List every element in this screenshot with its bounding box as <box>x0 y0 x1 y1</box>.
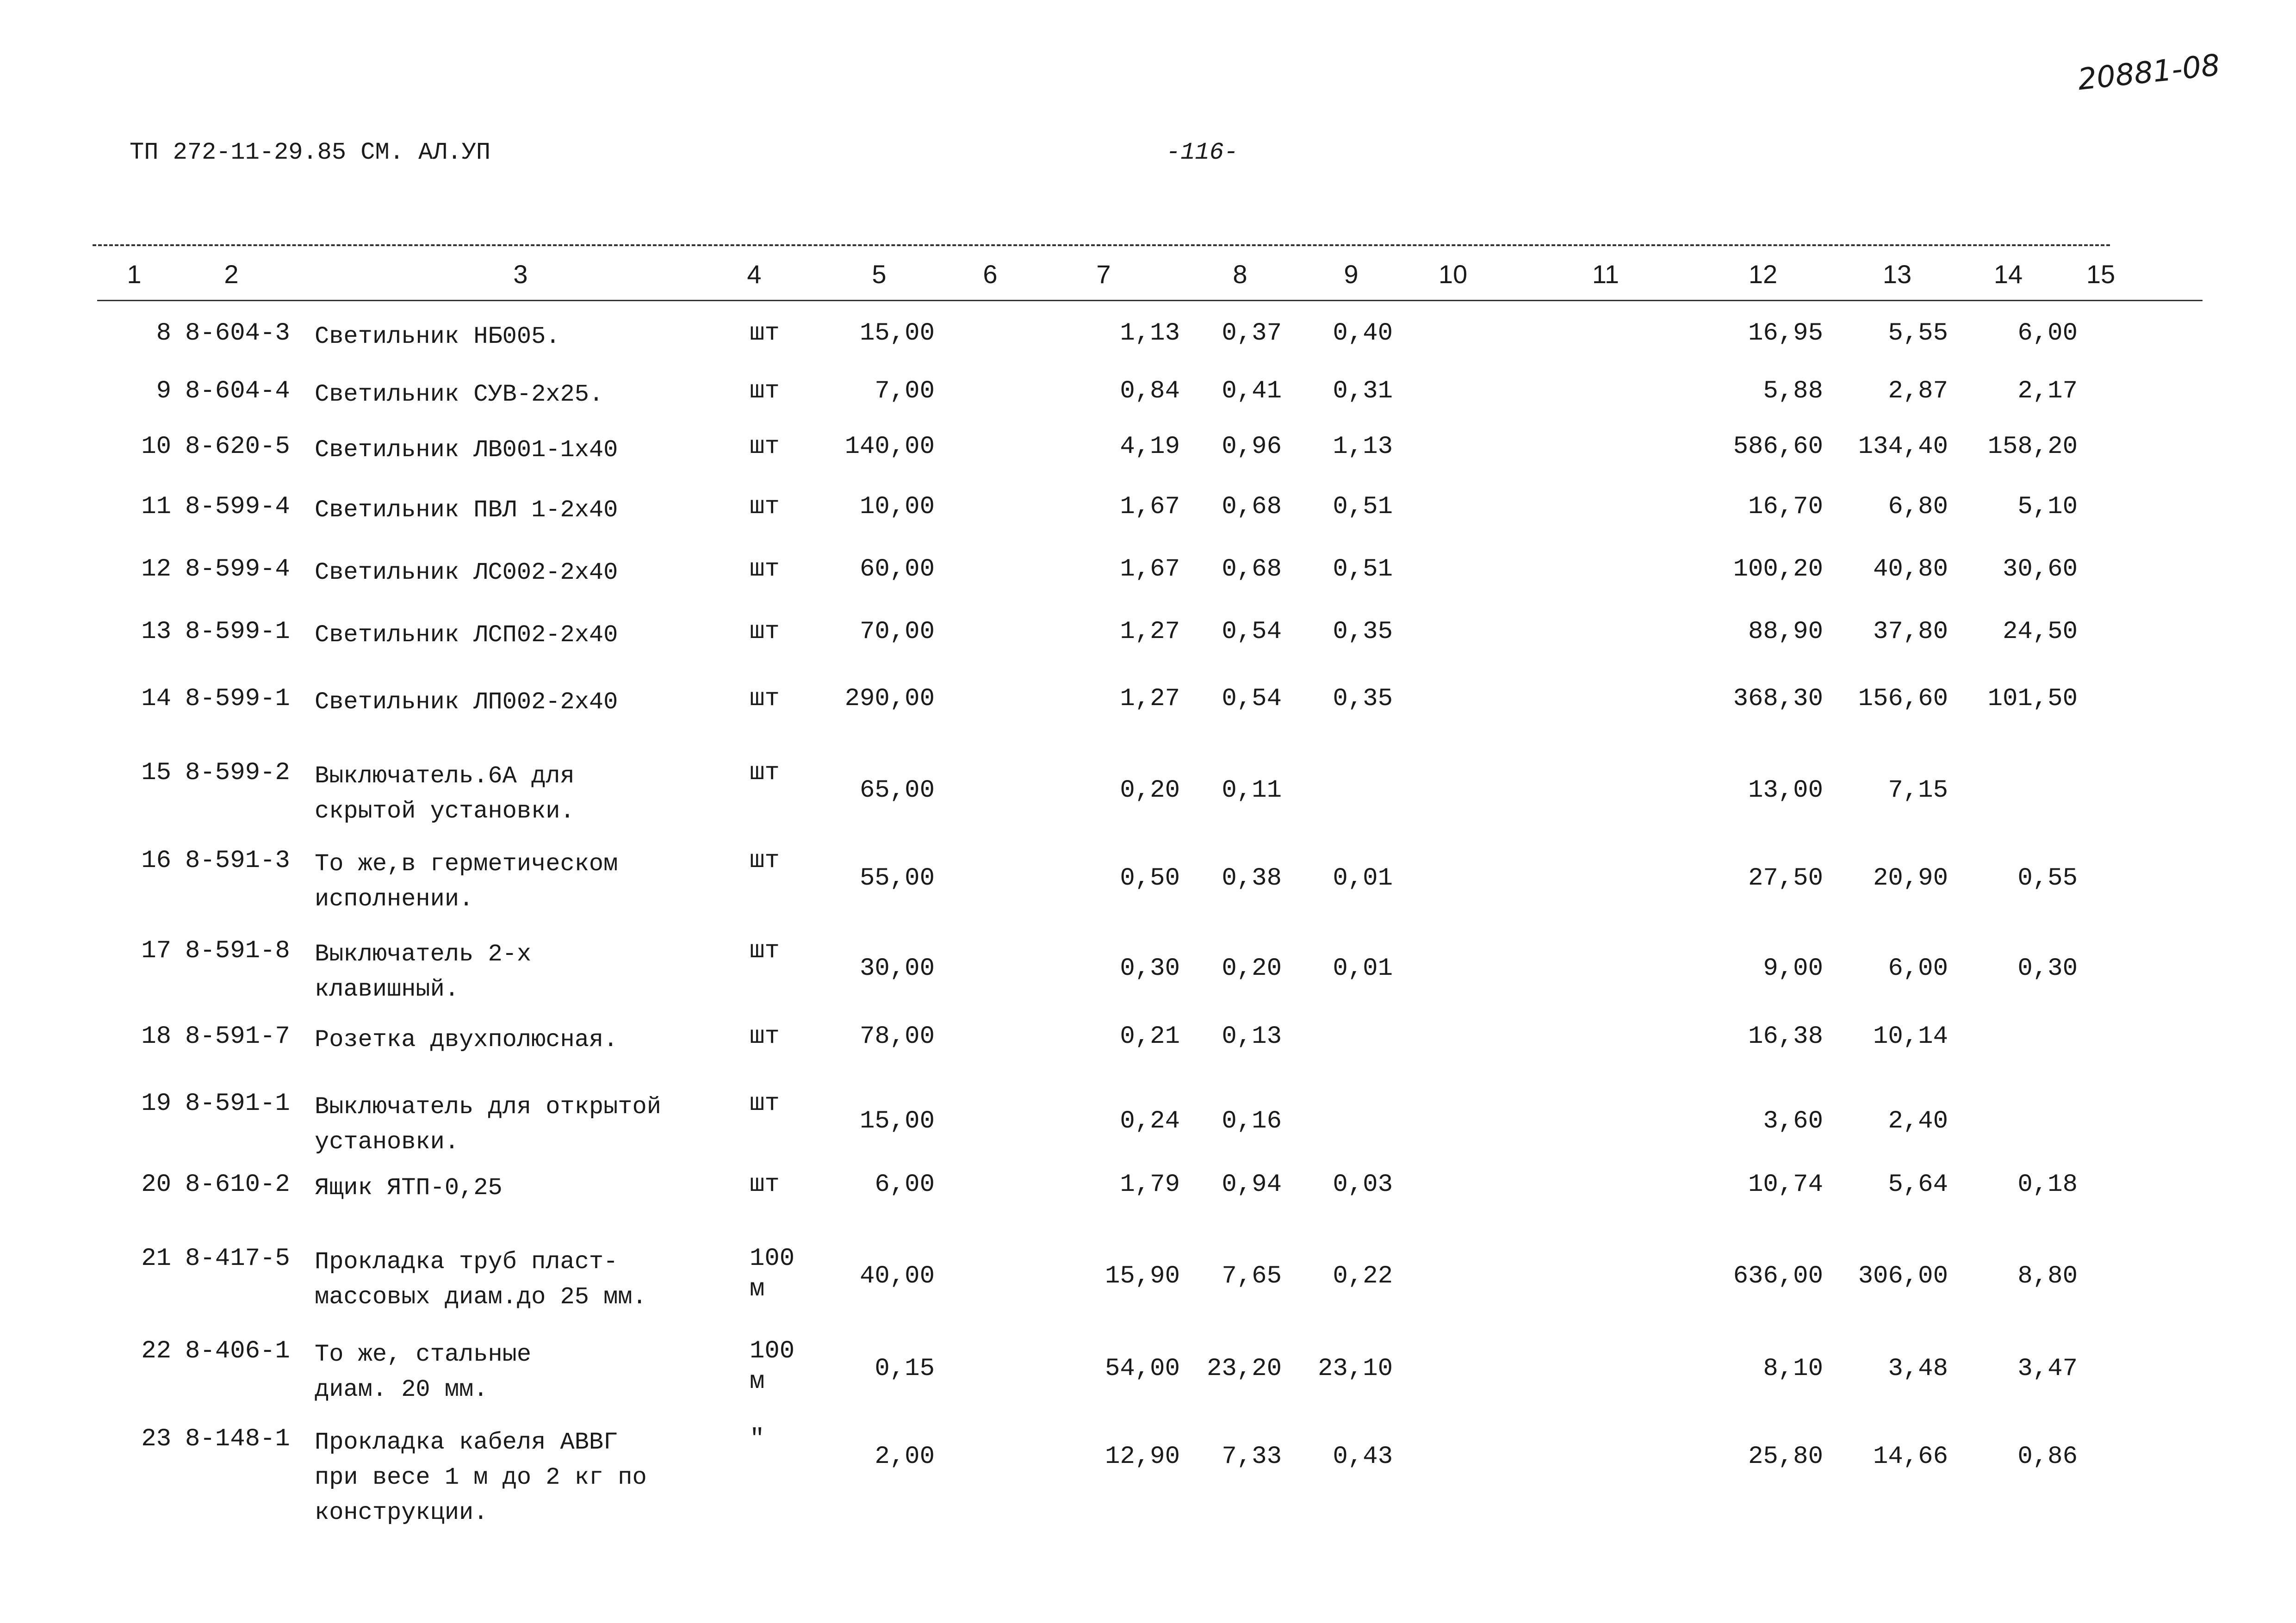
quantity: 7,00 <box>875 377 935 405</box>
col-8-value: 0,68 <box>1222 555 1282 583</box>
top-rule <box>93 244 2110 246</box>
row-number: 10 <box>141 433 171 461</box>
column-header-7: 7 <box>1096 260 1111 289</box>
quantity: 0,15 <box>875 1355 935 1383</box>
col-13-value: 134,40 <box>1858 433 1948 461</box>
col-14-value: 6,00 <box>2017 319 2078 347</box>
col-12-value: 3,60 <box>1763 1107 1823 1135</box>
quantity: 6,00 <box>875 1171 935 1199</box>
col-13-value: 5,55 <box>1888 319 1948 347</box>
unit: шт <box>750 433 780 461</box>
column-header-5: 5 <box>872 260 887 289</box>
item-description: Выключатель.6А для <box>315 762 575 790</box>
norm-code: 8-599-1 <box>185 618 290 646</box>
norm-code: 8-148-1 <box>185 1425 290 1453</box>
col-14-value: 3,47 <box>2017 1355 2078 1383</box>
row-number: 13 <box>141 618 171 646</box>
col-14-value: 0,30 <box>2017 954 2078 983</box>
col-7-value: 0,24 <box>1120 1107 1180 1135</box>
col-12-value: 8,10 <box>1763 1355 1823 1383</box>
row-number: 17 <box>141 937 171 965</box>
norm-code: 8-591-3 <box>185 847 290 875</box>
unit: шт <box>750 1090 780 1118</box>
column-header-11: 11 <box>1592 260 1620 289</box>
item-description: То же, стальные <box>315 1341 532 1368</box>
col-8-value: 0,54 <box>1222 685 1282 713</box>
document-code: ТП 272-11-29.85 СМ. АЛ.УП <box>130 139 491 166</box>
col-12-value: 88,90 <box>1748 618 1823 646</box>
col-7-value: 1,27 <box>1120 685 1180 713</box>
col-14-value: 2,17 <box>2017 377 2078 405</box>
norm-code: 8-599-2 <box>185 759 290 787</box>
col-12-value: 16,38 <box>1748 1022 1823 1051</box>
col-12-value: 100,20 <box>1733 555 1823 583</box>
col-12-value: 16,70 <box>1748 493 1823 521</box>
norm-code: 8-599-4 <box>185 493 290 521</box>
col-14-value: 24,50 <box>2002 618 2078 646</box>
item-description: Прокладка кабеля АВВГ <box>315 1429 618 1456</box>
column-header-6: 6 <box>983 260 998 289</box>
item-description: диам. 20 мм. <box>315 1376 488 1403</box>
col-12-value: 5,88 <box>1763 377 1823 405</box>
col-14-value: 0,18 <box>2017 1171 2078 1199</box>
col-9-value: 0,51 <box>1333 493 1393 521</box>
col-7-value: 0,30 <box>1120 954 1180 983</box>
archive-number: 20881-08 <box>2076 48 2222 97</box>
unit: 100 <box>750 1337 795 1365</box>
norm-code: 8-591-1 <box>185 1090 290 1118</box>
quantity: 55,00 <box>859 864 935 892</box>
column-header-8: 8 <box>1233 260 1247 289</box>
col-9-value: 0,35 <box>1333 685 1393 713</box>
norm-code: 8-610-2 <box>185 1171 290 1199</box>
item-description: скрытой установки. <box>315 798 575 825</box>
unit: шт <box>750 377 780 405</box>
item-description: конструкции. <box>315 1499 488 1526</box>
item-description: Выключатель 2-х <box>315 941 532 968</box>
quantity: 70,00 <box>859 618 935 646</box>
col-9-value: 0,31 <box>1333 377 1393 405</box>
col-14-value: 8,80 <box>2017 1262 2078 1290</box>
col-13-value: 6,80 <box>1888 493 1948 521</box>
item-description: массовых диам.до 25 мм. <box>315 1283 647 1311</box>
row-number: 16 <box>141 847 171 875</box>
col-7-value: 4,19 <box>1120 433 1180 461</box>
norm-code: 8-591-7 <box>185 1022 290 1051</box>
item-description: Светильник ЛВ001-1х40 <box>315 436 618 464</box>
column-header-12: 12 <box>1748 260 1778 289</box>
col-7-value: 54,00 <box>1105 1355 1180 1383</box>
col-8-value: 23,20 <box>1206 1355 1282 1383</box>
col-12-value: 636,00 <box>1733 1262 1823 1290</box>
col-12-value: 10,74 <box>1748 1171 1823 1199</box>
item-description: Розетка двухполюсная. <box>315 1026 618 1053</box>
column-header-1: 1 <box>127 260 142 289</box>
col-7-value: 0,20 <box>1120 776 1180 805</box>
norm-code: 8-417-5 <box>185 1245 290 1273</box>
col-14-value: 5,10 <box>2017 493 2078 521</box>
column-header-14: 14 <box>1993 260 2023 289</box>
row-number: 9 <box>156 377 171 405</box>
row-number: 20 <box>141 1171 171 1199</box>
col-14-value: 0,86 <box>2017 1443 2078 1471</box>
item-description: То же,в герметическом <box>315 850 618 878</box>
col-9-value: 0,40 <box>1333 319 1393 347</box>
item-description: установки. <box>315 1128 459 1156</box>
unit: шт <box>750 319 780 347</box>
norm-code: 8-604-3 <box>185 319 290 347</box>
row-number: 14 <box>141 685 171 713</box>
col-8-value: 0,94 <box>1222 1171 1282 1199</box>
col-8-value: 0,54 <box>1222 618 1282 646</box>
col-7-value: 0,50 <box>1120 864 1180 892</box>
norm-code: 8-591-8 <box>185 937 290 965</box>
quantity: 290,00 <box>844 685 935 713</box>
col-12-value: 13,00 <box>1748 776 1823 805</box>
col-7-value: 15,90 <box>1105 1262 1180 1290</box>
col-13-value: 10,14 <box>1873 1022 1948 1051</box>
row-number: 23 <box>141 1425 171 1453</box>
col-14-value: 101,50 <box>1987 685 2078 713</box>
quantity: 40,00 <box>859 1262 935 1290</box>
item-description: при весе 1 м до 2 кг по <box>315 1464 647 1491</box>
quantity: 15,00 <box>859 319 935 347</box>
norm-code: 8-599-1 <box>185 685 290 713</box>
quantity: 65,00 <box>859 776 935 805</box>
norm-code: 8-406-1 <box>185 1337 290 1365</box>
item-description: Светильник ЛС002-2х40 <box>315 559 618 586</box>
item-description: Светильник ЛП002-2х40 <box>315 688 618 716</box>
unit: шт <box>750 1022 780 1051</box>
col-9-value: 1,13 <box>1333 433 1393 461</box>
norm-code: 8-599-4 <box>185 555 290 583</box>
norm-code: 8-620-5 <box>185 433 290 461</box>
unit: шт <box>750 759 780 787</box>
col-13-value: 6,00 <box>1888 954 1948 983</box>
col-9-value: 0,01 <box>1333 864 1393 892</box>
col-9-value: 23,10 <box>1317 1355 1393 1383</box>
row-number: 15 <box>141 759 171 787</box>
col-12-value: 9,00 <box>1763 954 1823 983</box>
col-13-value: 5,64 <box>1888 1171 1948 1199</box>
col-8-value: 7,33 <box>1222 1443 1282 1471</box>
col-13-value: 40,80 <box>1873 555 1948 583</box>
col-13-value: 306,00 <box>1858 1262 1948 1290</box>
column-header-2: 2 <box>224 260 239 289</box>
col-13-value: 2,87 <box>1888 377 1948 405</box>
item-description: Светильник НБ005. <box>315 323 560 350</box>
header-rule <box>97 300 2203 301</box>
col-13-value: 37,80 <box>1873 618 1948 646</box>
page-number: -116- <box>1166 139 1239 166</box>
col-8-value: 0,68 <box>1222 493 1282 521</box>
column-header-3: 3 <box>513 260 528 289</box>
row-number: 19 <box>141 1090 171 1118</box>
unit: шт <box>750 618 780 646</box>
item-description: Светильник СУВ-2х25. <box>315 381 604 408</box>
quantity: 10,00 <box>859 493 935 521</box>
col-13-value: 14,66 <box>1873 1443 1948 1471</box>
row-number: 18 <box>141 1022 171 1051</box>
col-7-value: 1,67 <box>1120 493 1180 521</box>
col-8-value: 0,20 <box>1222 954 1282 983</box>
item-description: Ящик ЯТП-0,25 <box>315 1174 503 1202</box>
column-header-13: 13 <box>1882 260 1912 289</box>
col-7-value: 1,79 <box>1120 1171 1180 1199</box>
item-description: Светильник ЛСП02-2х40 <box>315 621 618 649</box>
item-description: клавишный. <box>315 976 459 1003</box>
item-description: Прокладка труб пласт- <box>315 1248 618 1276</box>
quantity: 2,00 <box>875 1443 935 1471</box>
row-number: 11 <box>141 493 171 521</box>
col-7-value: 1,27 <box>1120 618 1180 646</box>
unit: 100 <box>750 1245 795 1273</box>
col-7-value: 0,21 <box>1120 1022 1180 1051</box>
col-8-value: 7,65 <box>1222 1262 1282 1290</box>
col-8-value: 0,37 <box>1222 319 1282 347</box>
item-description: Светильник ПВЛ 1-2х40 <box>315 496 618 524</box>
unit: шт <box>750 555 780 583</box>
col-12-value: 27,50 <box>1748 864 1823 892</box>
col-7-value: 1,13 <box>1120 319 1180 347</box>
col-12-value: 586,60 <box>1733 433 1823 461</box>
unit: шт <box>750 685 780 713</box>
col-13-value: 7,15 <box>1888 776 1948 805</box>
col-9-value: 0,22 <box>1333 1262 1393 1290</box>
quantity: 140,00 <box>844 433 935 461</box>
quantity: 30,00 <box>859 954 935 983</box>
item-description: исполнении. <box>315 886 474 913</box>
col-14-value: 0,55 <box>2017 864 2078 892</box>
col-7-value: 0,84 <box>1120 377 1180 405</box>
col-13-value: 20,90 <box>1873 864 1948 892</box>
unit: шт <box>750 937 780 965</box>
quantity: 60,00 <box>859 555 935 583</box>
col-8-value: 0,16 <box>1222 1107 1282 1135</box>
row-number: 8 <box>156 319 171 347</box>
unit: шт <box>750 493 780 521</box>
quantity: 78,00 <box>859 1022 935 1051</box>
unit: шт <box>750 847 780 875</box>
col-8-value: 0,96 <box>1222 433 1282 461</box>
col-9-value: 0,51 <box>1333 555 1393 583</box>
row-number: 12 <box>141 555 171 583</box>
col-8-value: 0,13 <box>1222 1022 1282 1051</box>
col-9-value: 0,01 <box>1333 954 1393 983</box>
col-12-value: 368,30 <box>1733 685 1823 713</box>
col-9-value: 0,03 <box>1333 1171 1393 1199</box>
column-header-4: 4 <box>747 260 762 289</box>
col-13-value: 156,60 <box>1858 685 1948 713</box>
norm-code: 8-604-4 <box>185 377 290 405</box>
column-header-10: 10 <box>1438 260 1468 289</box>
unit: " <box>750 1425 765 1453</box>
col-9-value: 0,43 <box>1333 1443 1393 1471</box>
col-13-value: 2,40 <box>1888 1107 1948 1135</box>
col-12-value: 16,95 <box>1748 319 1823 347</box>
col-9-value: 0,35 <box>1333 618 1393 646</box>
unit: м <box>750 1275 765 1303</box>
unit: м <box>750 1368 765 1396</box>
col-7-value: 12,90 <box>1105 1443 1180 1471</box>
column-header-15: 15 <box>2086 260 2116 289</box>
row-number: 22 <box>141 1337 171 1365</box>
item-description: Выключатель для открытой <box>315 1093 661 1121</box>
col-13-value: 3,48 <box>1888 1355 1948 1383</box>
col-8-value: 0,38 <box>1222 864 1282 892</box>
col-7-value: 1,67 <box>1120 555 1180 583</box>
row-number: 21 <box>141 1245 171 1273</box>
column-header-9: 9 <box>1344 260 1359 289</box>
col-12-value: 25,80 <box>1748 1443 1823 1471</box>
unit: шт <box>750 1171 780 1199</box>
col-8-value: 0,11 <box>1222 776 1282 805</box>
col-14-value: 158,20 <box>1987 433 2078 461</box>
quantity: 15,00 <box>859 1107 935 1135</box>
col-14-value: 30,60 <box>2002 555 2078 583</box>
col-8-value: 0,41 <box>1222 377 1282 405</box>
